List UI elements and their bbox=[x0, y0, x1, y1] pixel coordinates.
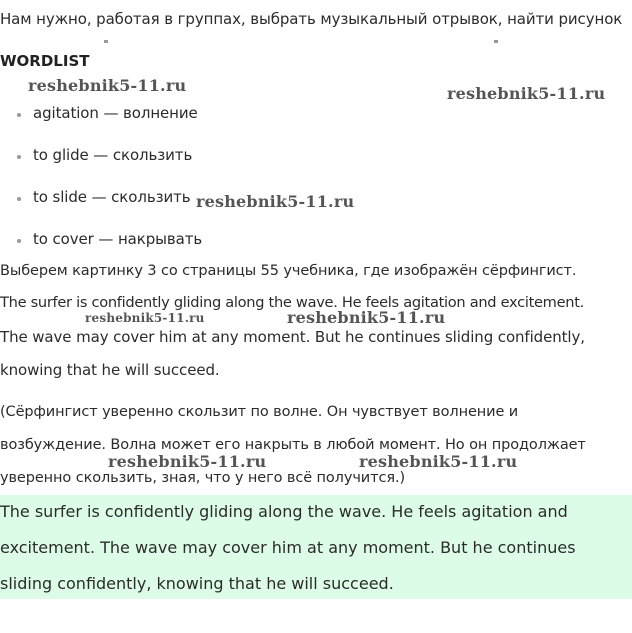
watermark: reshebnik5-11.ru bbox=[28, 76, 187, 95]
bullet-icon bbox=[17, 197, 21, 201]
list-item: to slide — скользить bbox=[33, 188, 191, 206]
english-line: knowing that he will succeed. bbox=[0, 361, 220, 379]
list-item: to glide — скользить bbox=[33, 146, 193, 164]
list-item: agitation — волнение bbox=[33, 104, 198, 122]
bullet-icon bbox=[17, 239, 21, 243]
watermark: reshebnik5-11.ru bbox=[196, 192, 355, 211]
divider-mark bbox=[104, 40, 108, 43]
task-text: Выберем картинку 3 со страницы 55 учебника, где изображён сёрфингист. bbox=[0, 263, 577, 279]
bullet-icon bbox=[17, 113, 21, 117]
answer-line: excitement. The wave may cover him at any moment. But he continues bbox=[0, 538, 576, 557]
watermark: reshebnik5-11.ru bbox=[108, 452, 267, 471]
english-line: The wave may cover him at any moment. But he continues sliding confidently, bbox=[0, 328, 585, 346]
english-line: The surfer is confidently gliding along the wave. He feels agitation and excitement. bbox=[0, 294, 584, 311]
divider-mark bbox=[494, 40, 498, 43]
answer-highlight-box bbox=[0, 495, 632, 599]
bullet-icon bbox=[17, 155, 21, 159]
wordlist-heading: WORDLIST bbox=[0, 52, 90, 70]
translation-line: (Сёрфингист уверенно скользит по волне. Он чувствует волнение и bbox=[0, 404, 519, 420]
watermark: reshebnik5-11.ru bbox=[359, 452, 518, 471]
list-item: to cover — накрывать bbox=[33, 230, 203, 248]
watermark: reshebnik5-11.ru bbox=[287, 308, 446, 327]
intro-text: Нам нужно, работая в группах, выбрать музыкальный отрывок, найти рисунок bbox=[0, 10, 623, 28]
answer-line: sliding confidently, knowing that he will succeed. bbox=[0, 574, 394, 593]
answer-line: The surfer is confidently gliding along the wave. He feels agitation and bbox=[0, 502, 568, 521]
watermark: reshebnik5-11.ru bbox=[85, 311, 205, 325]
translation-line: возбуждение. Волна может его накрыть в любой момент. Но он продолжает bbox=[0, 437, 586, 453]
translation-line: уверенно скользить, зная, что у него всё получится.) bbox=[0, 470, 406, 486]
watermark: reshebnik5-11.ru bbox=[447, 84, 606, 103]
